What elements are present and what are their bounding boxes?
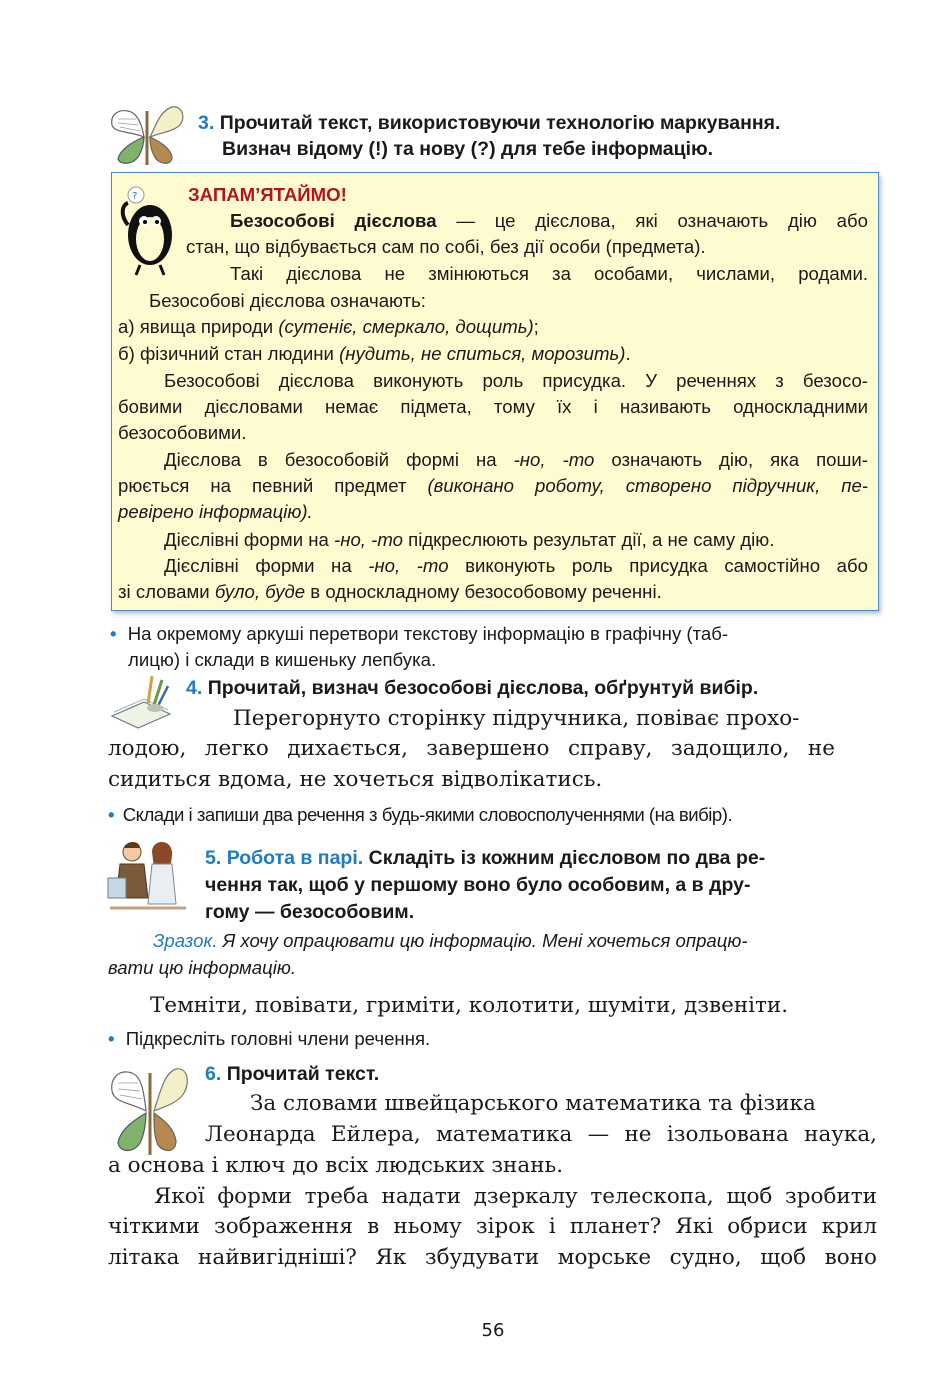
bullet-mark: •: [108, 804, 115, 825]
remember-line-15: [118, 579, 662, 605]
remember-line-5-text: а) явища природи: [118, 316, 279, 337]
remember-line-10: [118, 447, 868, 473]
remember-line-14-rest: виконують роль присудка самостійно або: [448, 555, 868, 576]
task4-paragraph-line3: сидиться вдома, не хочеться відволікатись.: [108, 767, 603, 792]
task6-paragraph-line4: Якої форми треба надати дзеркалу телескопа, щоб зробити: [154, 1184, 877, 1209]
task6-paragraph-line2: Леонарда Ейлера, математика — не ізольована наука,: [205, 1122, 877, 1147]
butterfly-icon: [110, 1063, 190, 1157]
remember-line-9: безособовими.: [118, 422, 247, 443]
task5-verb-list: Темніти, повівати, гриміти, колотити, шуміти, дзвеніти.: [150, 993, 789, 1018]
remember-line-13-text: Дієслівні форми на: [164, 529, 335, 550]
remember-line-5-examples: (сутеніє, смеркало, дощить): [278, 316, 534, 337]
remember-line-11: [118, 473, 868, 499]
remember-line-15-rest: в односкладному безособовому реченні.: [305, 581, 662, 602]
bullet2-text: Склади і запиши два речення з будь-якими словосполученнями (на вибір).: [122, 804, 733, 825]
remember-line-6-text: б) фізичний стан людини: [118, 343, 340, 364]
remember-line-6-examples: (нудить, не спиться, морозить): [339, 343, 626, 364]
task3-line2: Визнач відому (!) та нову (?) для тебе інформацію.: [222, 138, 714, 160]
task6-paragraph-line5: чіткими зображення в ньому зірок і планет? Які обриси крил: [108, 1214, 877, 1239]
task6-paragraph-line6: літака найвигідніші? Як збудувати морське судно, щоб воно: [108, 1245, 877, 1270]
task4-heading: [186, 675, 758, 702]
remember-line-7: Безособові дієслова виконують роль присудка. У реченнях з безосо-: [164, 370, 868, 391]
task5-sample-line2: вати цю інформацію.: [108, 957, 296, 978]
remember-line-10-suffix: -но, -то: [513, 449, 595, 470]
remember-line-12: ревірено інформацію).: [118, 501, 313, 522]
task5-instruction-line3: гому — безособовим.: [205, 901, 415, 923]
remember-line-14-text: Дієслівні форми на: [164, 555, 369, 576]
remember-line-13-suffix: -но, -то: [334, 529, 403, 550]
remember-box: [111, 172, 879, 611]
bullet1-line1: [110, 621, 728, 647]
remember-line-5-end: ;: [533, 316, 539, 337]
remember-line-14-suffix: -но, -то: [368, 555, 449, 576]
remember-line-14: [118, 553, 868, 579]
remember-heading: ЗАПАМ’ЯТАЙМО!: [188, 184, 347, 205]
remember-line-1: [186, 208, 868, 234]
remember-line-15-examples: було, буде: [214, 581, 306, 602]
page-number: 56: [481, 1320, 505, 1341]
bullet3-text: Підкресліть головні члени речення.: [125, 1028, 431, 1049]
remember-line-10-text: Дієслова в безособовій формі на: [164, 449, 514, 470]
remember-line-4: Безособові дієслова означають:: [149, 290, 426, 311]
sample-label: Зразок.: [153, 930, 218, 951]
svg-text:?: ?: [132, 191, 138, 202]
term-impersonal-verbs: Безособові дієслова: [230, 210, 437, 231]
task3-instruction: Прочитай текст, використовуючи технологію маркування.: [219, 112, 781, 134]
task5-sample-line1: [153, 928, 748, 954]
bullet1-text: На окремому аркуші перетвори текстову інформацію в графічну (таб-: [127, 623, 729, 644]
bullet3: [108, 1026, 430, 1052]
task6-paragraph-line3: а основа і ключ до всіх людських знань.: [108, 1153, 564, 1178]
task4-paragraph-line1: Перегорнуто сторінку підручника, повіває прохо-: [233, 706, 800, 731]
remember-line-13: [164, 527, 774, 553]
bullet2: [108, 802, 732, 828]
task6-heading: [205, 1061, 379, 1088]
remember-line-10-rest: означають дію, яка поши-: [594, 449, 868, 470]
remember-line-15-text: зі словами: [118, 581, 215, 602]
task3-number: 3.: [198, 112, 215, 134]
remember-line-13-rest: підкреслюють результат дії, а не саму дію.: [402, 529, 775, 550]
remember-line-11-examples: (виконано роботу, створено підручник, пе-: [427, 475, 868, 496]
owl-mascot-icon: [116, 185, 180, 277]
task4-number: 4.: [186, 677, 203, 699]
task3-line1: [198, 110, 780, 137]
task6-number: 6.: [205, 1063, 222, 1085]
remember-line-5: [118, 314, 539, 340]
task4-instruction: Прочитай, визнач безособові дієслова, обґрунтуй вибір.: [207, 677, 759, 699]
pair-work-students-icon: [102, 838, 192, 912]
remember-line-1-rest: — це дієслова, які означають дію або: [456, 210, 869, 231]
task5-label: Робота в парі.: [226, 847, 364, 869]
remember-line-8: бовими дієсловами немає підмета, тому їх і називають односкладними: [118, 396, 868, 417]
task5-instruction-line1: Складіть із кожним дієсловом по два ре-: [368, 847, 766, 869]
bullet1-line2: лицю) і склади в кишеньку лепбука.: [128, 649, 437, 670]
remember-line-11-text: рюється на певний предмет: [118, 475, 428, 496]
remember-line-3: Такі дієслова не змінюються за особами, числами, родами.: [230, 263, 868, 284]
task6-instruction: Прочитай текст.: [226, 1063, 380, 1085]
remember-line-6-end: .: [625, 343, 631, 364]
notebook-pencils-icon: [108, 672, 174, 730]
sample-text-line1: Я хочу опрацювати цю інформацію. Мені хочеться опрацю-: [222, 930, 748, 951]
remember-line-6: [118, 341, 631, 367]
task6-paragraph-line1: За словами швейцарського математика та фізика: [250, 1091, 816, 1116]
task5-number: 5.: [205, 847, 222, 869]
bullet-mark: •: [110, 623, 117, 644]
butterfly-icon: [110, 103, 186, 167]
remember-line-2: стан, що відбувається сам по собі, без дії особи (предмета).: [186, 236, 706, 257]
task5-instruction-line2: чення так, щоб у першому воно було особовим, а в дру-: [205, 874, 751, 896]
task5-line1: [205, 845, 765, 872]
bullet-mark: •: [108, 1028, 115, 1049]
task4-paragraph-line2: лодою, легко дихається, завершено справу, задощило, не: [108, 736, 835, 761]
